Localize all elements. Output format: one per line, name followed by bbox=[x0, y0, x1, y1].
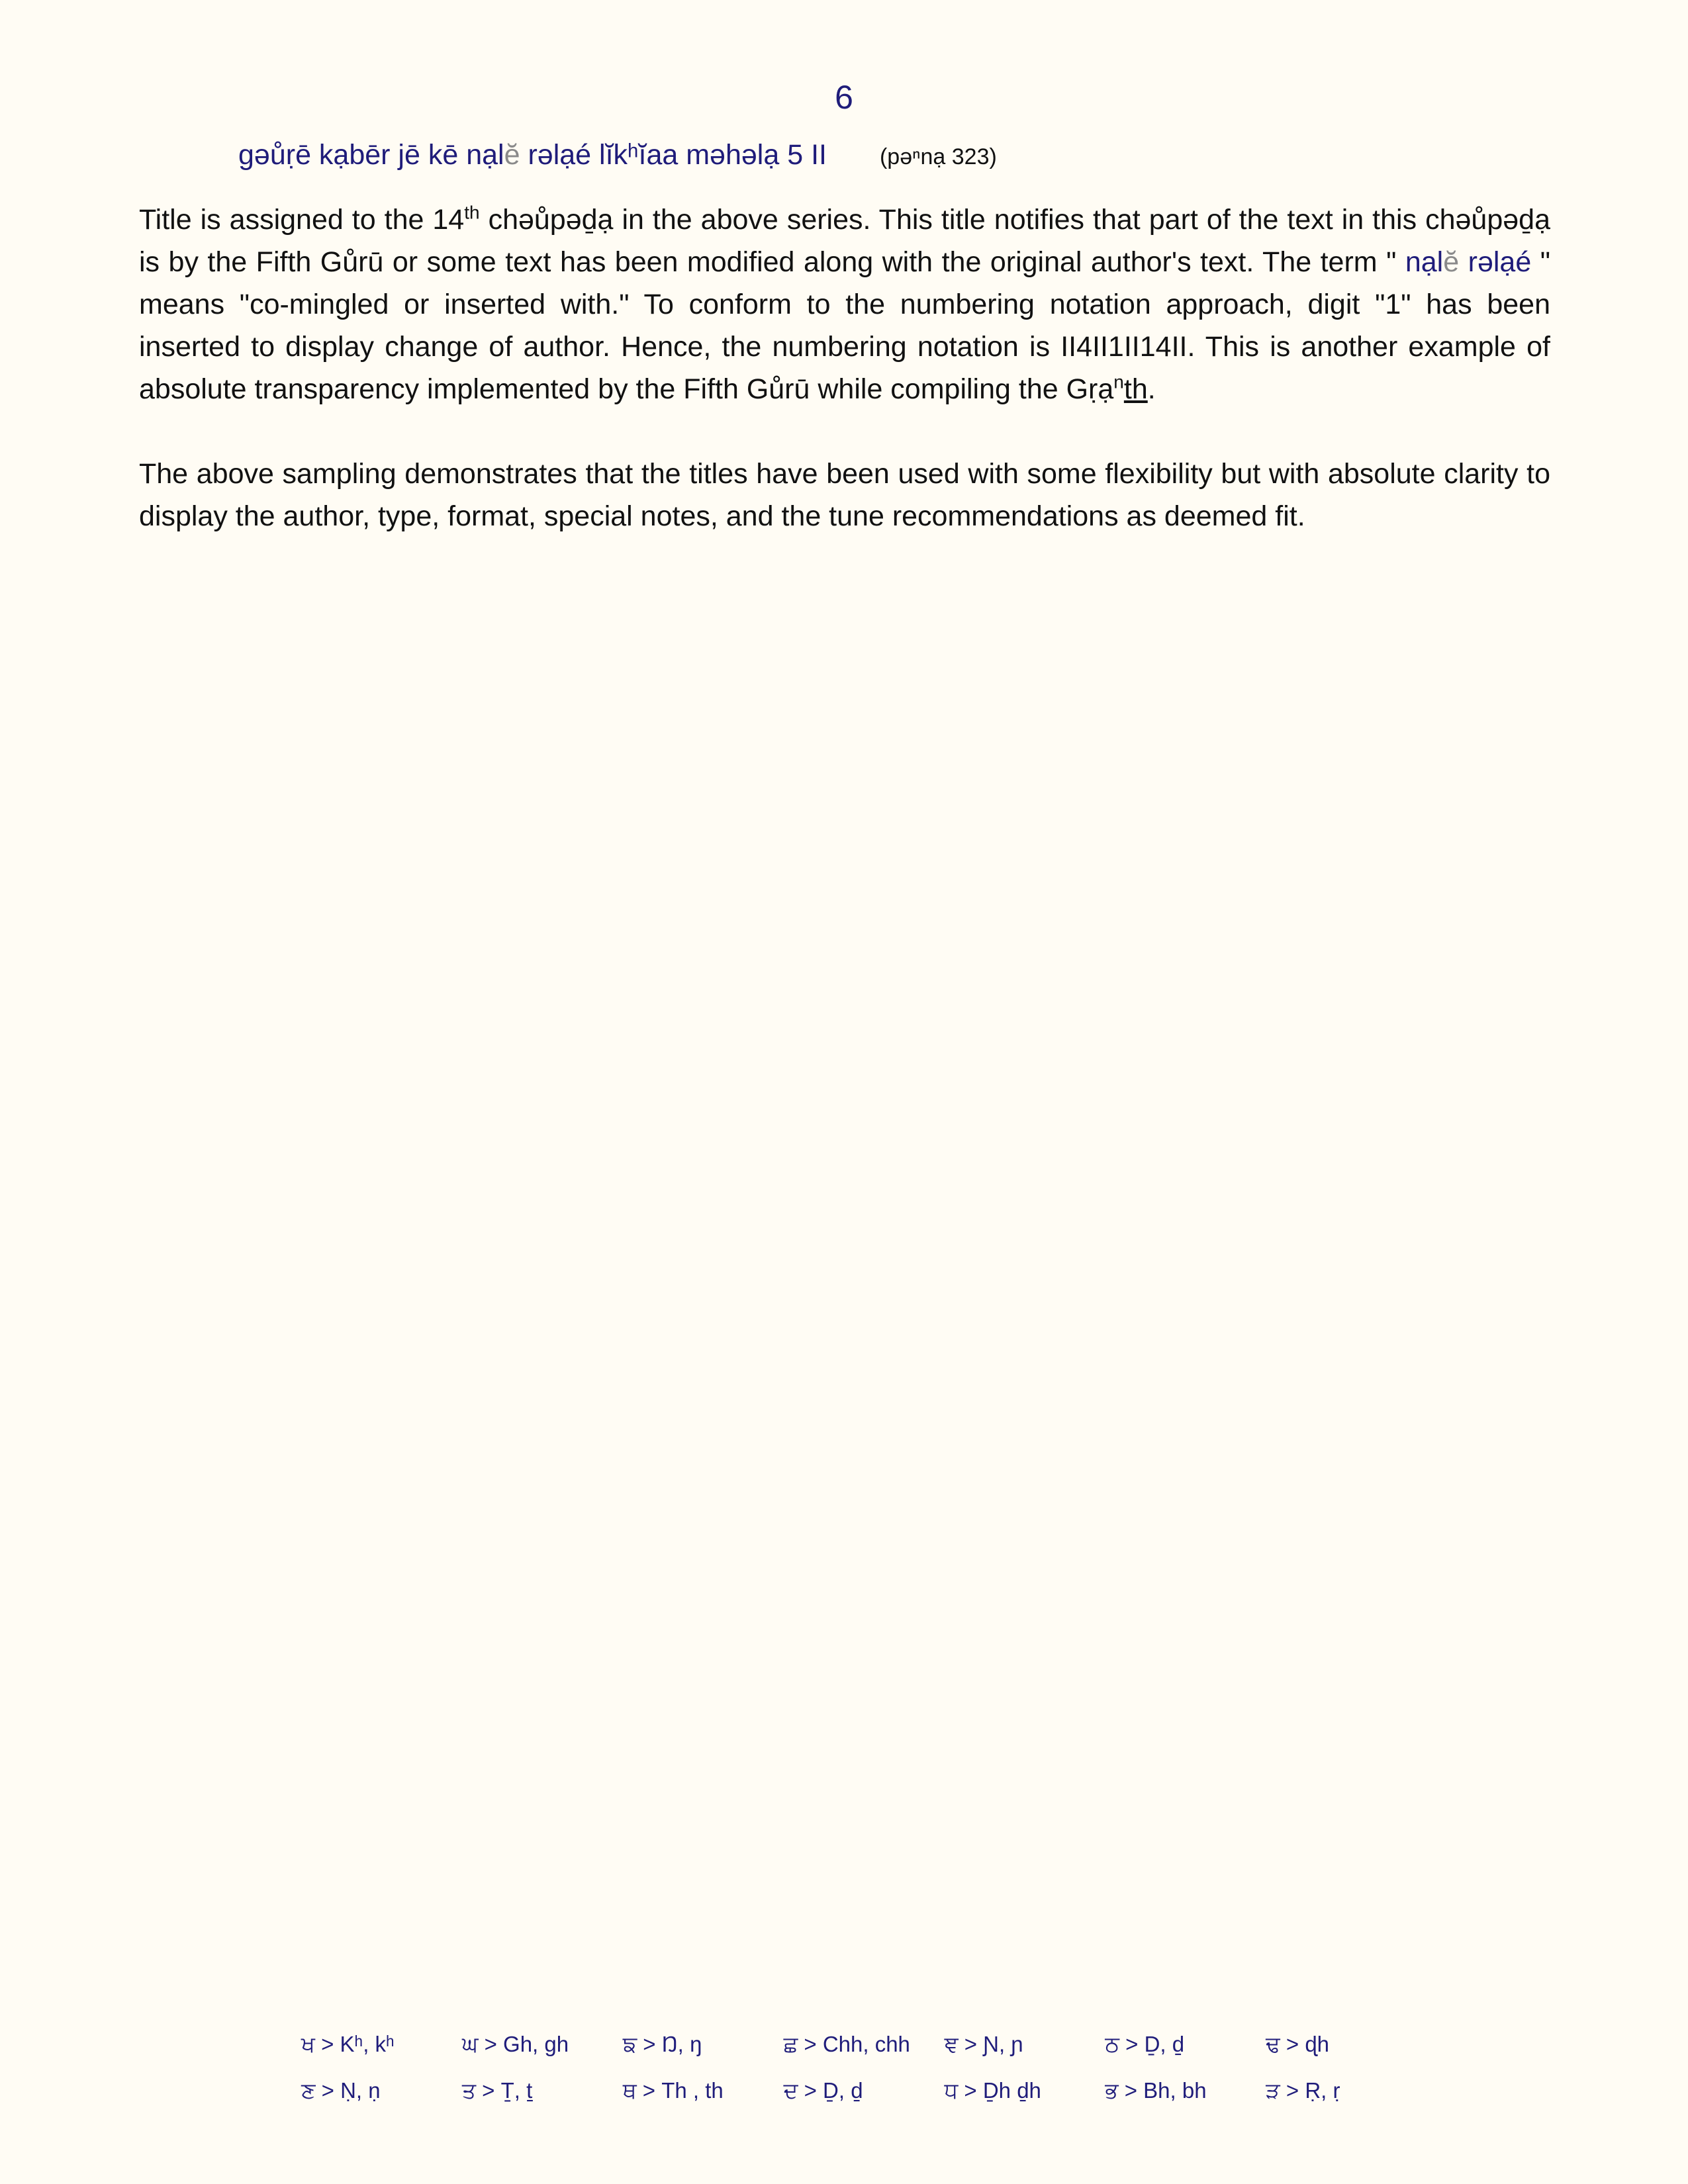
page-number: 6 bbox=[835, 79, 853, 116]
legend-item: ਠ > Ḏ, ḏ bbox=[1105, 2032, 1185, 2056]
granth-1: Gṛạ bbox=[1066, 373, 1114, 405]
section-title bbox=[238, 139, 1496, 171]
body-text bbox=[139, 199, 1550, 580]
p1-text-3: " means "co-mingled or inserted with." To conform to the numbering notation approach, digit "1" has been inserted to display change of author. Hence, the numbering notation is II4II1II14II. This is another example of absolute transparency implemented by the Fifth Gůrū while compiling the bbox=[139, 246, 1550, 405]
legend-item: ਞ > Ɲ, ɲ bbox=[944, 2032, 1023, 2056]
legend-item: ਧ > Ḏh ḏh bbox=[944, 2078, 1041, 2103]
legend-item: ਢ > ɖh bbox=[1266, 2032, 1330, 2056]
term-1: nạl bbox=[1405, 246, 1444, 278]
granth-sup: n bbox=[1113, 371, 1124, 392]
transliteration-legend bbox=[301, 2032, 1427, 2124]
title-text-2: ĕ bbox=[504, 139, 520, 171]
legend-item: ਖ > Kʰ, kʰ bbox=[301, 2032, 395, 2056]
p1-superscript: th bbox=[464, 202, 480, 223]
legend-item: ਛ > Chh, chh bbox=[783, 2032, 910, 2056]
legend-item: ਣ > Ṇ, ṇ bbox=[301, 2078, 381, 2103]
p1-text-1: Title is assigned to the 14 bbox=[139, 204, 465, 236]
legend-item: ਤ > Ṯ, ṯ bbox=[461, 2078, 533, 2103]
legend-item: ਥ > Th , th bbox=[622, 2078, 724, 2103]
legend-item: ਦ > Ḏ, ḏ bbox=[783, 2078, 863, 2103]
term-3: rəlạé bbox=[1459, 246, 1532, 278]
legend-item: ਙ > Ŋ, ŋ bbox=[622, 2032, 702, 2056]
legend-row-2 bbox=[301, 2078, 1427, 2124]
legend-item: ਭ > Bh, bh bbox=[1105, 2078, 1207, 2103]
legend-row-1 bbox=[301, 2032, 1427, 2078]
legend-item: ੜ > Ṛ, ṛ bbox=[1266, 2078, 1340, 2103]
title-text-3: rəlạé lĭkʰĭaa məhəlạ 5 II bbox=[520, 139, 827, 171]
granth-2: th bbox=[1123, 373, 1148, 405]
legend-item: ਘ > Gh, gh bbox=[461, 2032, 569, 2056]
page-reference: (pəⁿnạ 323) bbox=[879, 144, 997, 169]
p1-text-4: . bbox=[1147, 373, 1156, 405]
title-text-1: gəůṛē kạbēr jē kē nạl bbox=[238, 139, 504, 171]
paragraph-1 bbox=[139, 199, 1550, 410]
term-2: ĕ bbox=[1443, 246, 1460, 278]
p1-text-2: chəůpəḏạ in the above series. This title notifies that part of the text in this chəůpəḏạ is by the Fifth Gůrū or some text has been modified along with the original author's text. The term " bbox=[139, 204, 1550, 278]
paragraph-2: The above sampling demonstrates that the titles have been used with some flexibility but with absolute clarity to display the author, type, format, special notes, and the tune recommendations as deemed fit. bbox=[139, 458, 1550, 532]
